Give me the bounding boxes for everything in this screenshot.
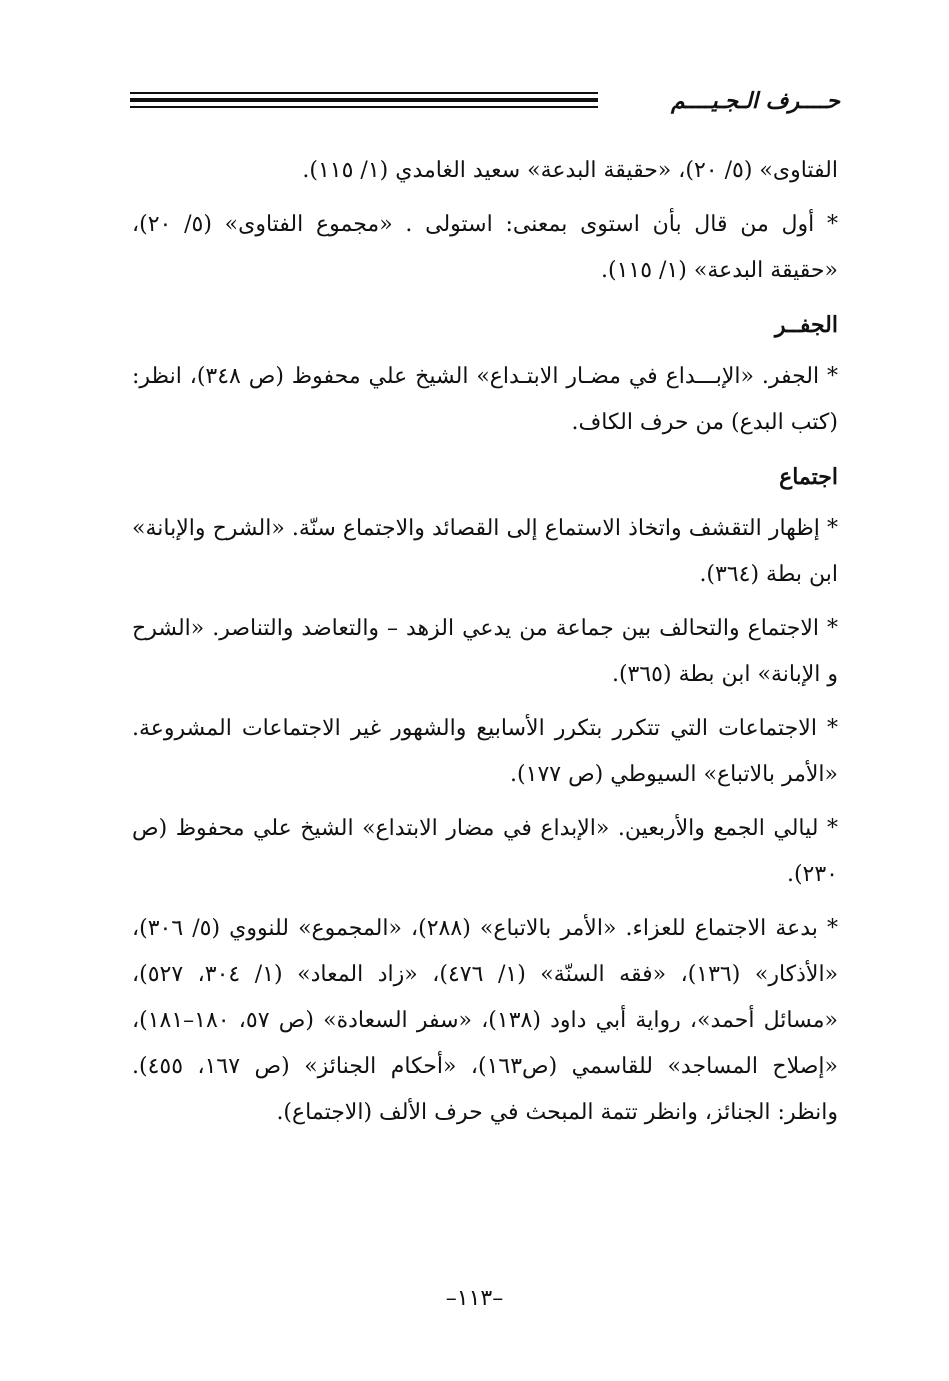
entry-tahaluf: * الاجتماع والتحالف بين جماعة من يدعي الزهد – والتعاضد والتناصر. «الشرح و الإبانة» ابن بطة (٣٦٥). (132, 616, 838, 687)
section-heading-jafr: الجفــر (774, 312, 838, 338)
entry-jafr: * الجفر. «الإبـــداع في مضـار الابتـداع» الشيخ علي محفوظ (ص ٣٤٨)، انظر: (كتب البدع) من حرف الكاف. (132, 364, 838, 435)
entry-aza: * بدعة الاجتماع للعزاء. «الأمر بالاتباع» (٢٨٨)، «المجموع» للنووي (٥/ ٣٠٦)، «الأذكار» (١٣٦)، «فقه السنّة» (١/ ٤٧٦)، «زاد المعاد» (١/ ٣٠٤، ٥٢٧)، «مسائل أحمد»، رواية أبي داود (١٣٨)، «سفر السعادة» (ص ٥٧، ١٨٠–١٨١)، «إصلاح المساجد» للقاسمي (ص١٦٣)، «أحكام الجنائز» (ص ١٦٧، ٤٥٥). وانظر: الجنائز، وانظر تتمة المبحث في حرف الألف (الاجتماع). (132, 916, 839, 1125)
page-number: –١١٣– (445, 1286, 504, 1311)
section-heading-ijtima: اجتماع (779, 464, 838, 490)
paragraph-continuation: الفتاوى» (٥/ ٢٠)، «حقيقة البدعة» سعيد الغامدي (١/ ١١٥). (302, 158, 838, 183)
header-rule (130, 106, 598, 108)
entry-taqashshuf: * إظهار التقشف واتخاذ الاستماع إلى القصائد والاجتماع سنّة. «الشرح والإبانة» ابن بطة (٣٦٤). (132, 516, 838, 587)
body-text (132, 148, 838, 1144)
entry-layali: * ليالي الجمع والأربعين. «الإبداع في مضار الابتداع» الشيخ علي محفوظ (ص ٢٣٠). (132, 816, 838, 887)
header-rule (130, 92, 598, 94)
entry-istawa: * أول من قال بأن استوى بمعنى: استولى . «مجموع الفتاوى» (٥/ ٢٠)، «حقيقة البدعة» (١/ ١١٥). (132, 212, 839, 283)
running-header (130, 84, 840, 124)
header-title: حــــرف الـجـيــــم (671, 88, 840, 114)
header-rule (130, 98, 598, 102)
entry-ijtimaat: * الاجتماعات التي تتكرر بتكرر الأسابيع والشهور غير الاجتماعات المشروعة. «الأمر بالاتباع» السيوطي (ص ١٧٧). (132, 716, 838, 787)
